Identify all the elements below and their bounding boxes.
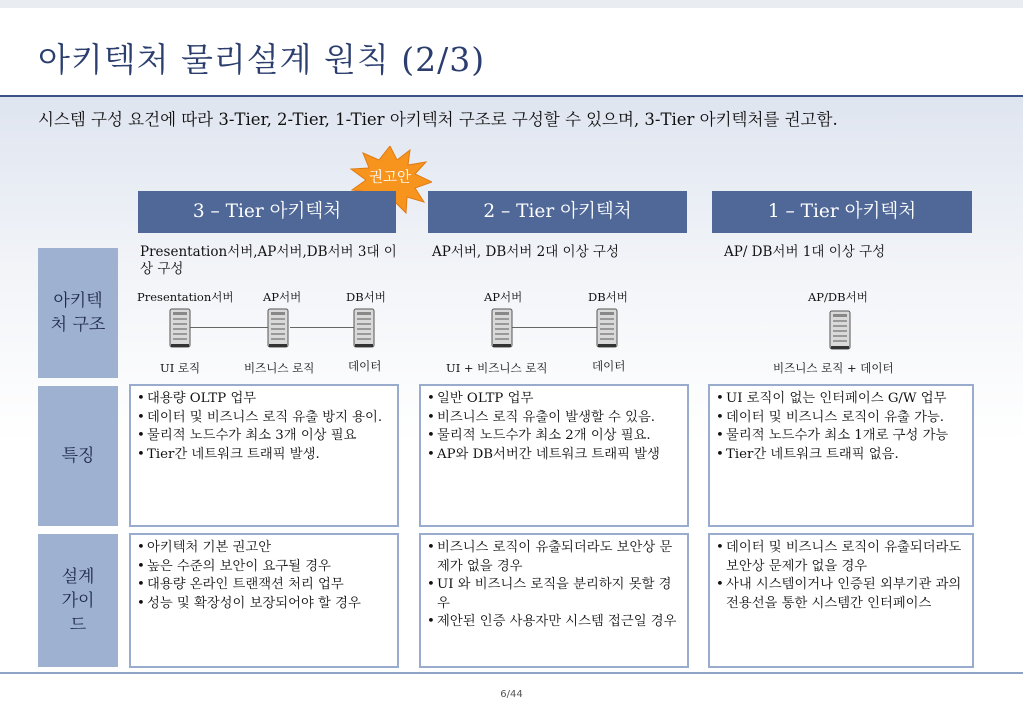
guide-item: • UI 와 비즈니스 로직을 분리하지 못할 경우 [427,576,681,613]
role-label: 비즈니스 로직 + 데이터 [773,361,894,375]
guide-box-3tier [129,533,399,668]
badge-label: 권고안 [368,170,412,186]
connection-line [512,327,602,328]
row-header-architecture [38,248,118,378]
row-header-features [38,386,118,526]
server-icon [491,308,513,348]
connection-line [190,327,270,328]
connection-line [290,327,360,328]
column-header-1tier: 1 – Tier 아키텍처 [712,191,972,233]
feature-item: • 대용량 OLTP 업무 [137,390,391,409]
guide-item: • 아키텍처 기본 권고안 [137,539,391,558]
feature-item: • Tier간 네트워크 트래픽 발생. [137,446,391,465]
feature-item: • 물리적 노드수가 최소 1개로 구성 가능 [716,427,966,446]
server-label: Presentation서버 [137,290,234,304]
server-icon [353,308,375,348]
features-box-3tier [129,384,399,527]
server-icon [829,310,851,350]
server-label: AP서버 [263,290,302,304]
row-header-features-label: 특징 [61,446,95,466]
column-header-3tier: 3 – Tier 아키텍처 [138,191,396,233]
features-box-2tier [419,384,689,527]
guide-box-2tier [419,533,689,668]
row-header-guide-label: 설계 가이드 [61,566,95,635]
server-label: DB서버 [346,290,386,304]
role-label: 비즈니스 로직 [244,361,315,375]
role-label: UI + 비즈니스 로직 [446,361,548,375]
features-box-1tier [708,384,974,527]
guide-item: • 데이터 및 비즈니스 로직이 유출되더라도 보안상 문제가 없을 경우 [716,539,966,576]
feature-item: • Tier간 네트워크 트래픽 없음. [716,446,966,465]
row-header-architecture-label: 아키텍처 구조 [50,291,106,335]
feature-item: • UI 로직이 없는 인터페이스 G/W 업무 [716,390,966,409]
server-label: DB서버 [588,290,628,304]
server-label: AP/DB서버 [808,290,868,304]
feature-item: • 비즈니스 로직 유출이 발생할 수 있음. [427,409,681,428]
guide-item: • 높은 수준의 보안이 요구될 경우 [137,558,391,577]
guide-item: • 제안된 인증 사용자만 시스템 접근일 경우 [427,613,681,632]
row-header-guide [38,534,118,667]
summary-1tier: AP/ DB서버 1대 이상 구성 [724,244,886,260]
top-bar [0,0,1023,8]
feature-item: • 물리적 노드수가 최소 2개 이상 필요. [427,427,681,446]
feature-item: • 데이터 및 비즈니스 로직 유출 방지 용이. [137,409,391,428]
guide-item: • 성능 및 확장성이 보장되어야 할 경우 [137,595,391,614]
server-icon [169,308,191,348]
feature-item: • AP와 DB서버간 네트워크 트래픽 발생 [427,446,681,465]
guide-item: • 대용량 온라인 트랜잭션 처리 업무 [137,576,391,595]
intro-text: 시스템 구성 요건에 따라 3-Tier, 2-Tier, 1-Tier 아키텍처 구조로 구성할 수 있으며, 3-Tier 아키텍처를 권고함. [38,110,838,129]
server-icon [596,308,618,348]
summary-3tier: Presentation서버,AP서버,DB서버 3대 이상 구성 [140,244,397,277]
column-header-2tier: 2 – Tier 아키텍처 [428,191,687,233]
guide-item: • 비즈니스 로직이 유출되더라도 보안상 문제가 없을 경우 [427,539,681,576]
role-label: 데이터 [348,359,382,373]
footer-divider [0,672,1023,674]
feature-item: • 물리적 노드수가 최소 3개 이상 필요 [137,427,391,446]
role-label: UI 로직 [160,361,201,375]
page-title: 아키텍처 물리설계 원칙 (2/3) [38,40,486,79]
title-divider [0,95,1023,97]
server-label: AP서버 [484,290,523,304]
guide-item: • 사내 시스템이거나 인증된 외부기관 과의 전용선을 통한 시스템간 인터페이스 [716,576,966,613]
role-label: 데이터 [592,359,626,373]
server-icon [267,308,289,348]
feature-item: • 일반 OLTP 업무 [427,390,681,409]
guide-box-1tier [708,533,974,668]
summary-2tier: AP서버, DB서버 2대 이상 구성 [432,244,619,260]
page-number: 6/44 [500,689,523,700]
feature-item: • 데이터 및 비즈니스 로직이 유출 가능. [716,409,966,428]
